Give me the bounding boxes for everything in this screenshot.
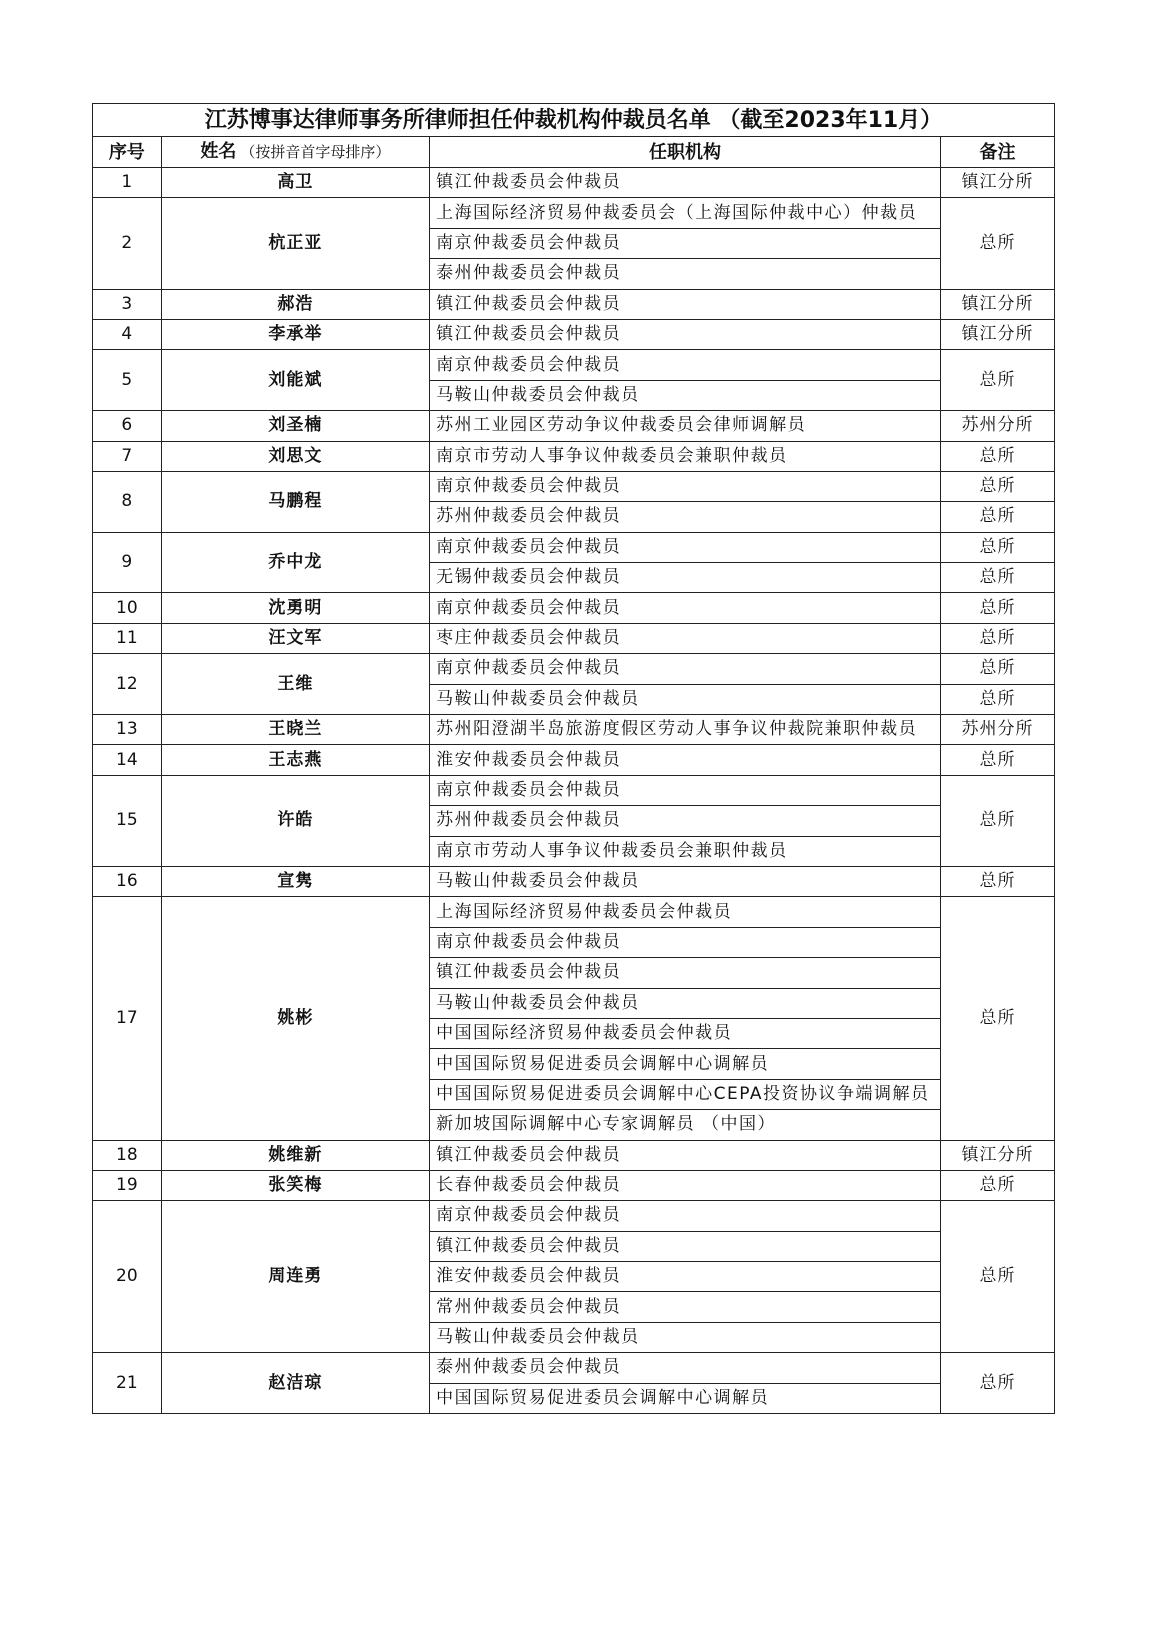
serial-number-cell: 11 bbox=[93, 623, 162, 653]
serial-number-cell: 9 bbox=[93, 532, 162, 593]
serial-number-cell: 21 bbox=[93, 1353, 162, 1414]
organization-cell: 无锡仲裁委员会仲裁员 bbox=[430, 563, 941, 593]
table-row bbox=[93, 168, 1055, 198]
remark-cell: 镇江分所 bbox=[940, 1140, 1054, 1170]
organization-cell: 新加坡国际调解中心专家调解员 （中国） bbox=[430, 1110, 941, 1140]
table-row bbox=[93, 198, 1055, 228]
table-row bbox=[93, 593, 1055, 623]
remark-cell: 总所 bbox=[940, 563, 1054, 593]
organization-cell: 泰州仲裁委员会仲裁员 bbox=[430, 259, 941, 289]
organization-cell: 南京仲裁委员会仲裁员 bbox=[430, 775, 941, 805]
lawyer-name-cell: 王志燕 bbox=[161, 745, 430, 775]
organization-cell: 镇江仲裁委员会仲裁员 bbox=[430, 1140, 941, 1170]
remark-cell: 镇江分所 bbox=[940, 168, 1054, 198]
organization-cell: 长春仲裁委员会仲裁员 bbox=[430, 1170, 941, 1200]
organization-cell: 南京市劳动人事争议仲裁委员会兼职仲裁员 bbox=[430, 441, 941, 471]
lawyer-name-cell: 许皓 bbox=[161, 775, 430, 866]
table-row bbox=[93, 289, 1055, 319]
serial-number-cell: 15 bbox=[93, 775, 162, 866]
lawyer-name-cell: 郝浩 bbox=[161, 289, 430, 319]
table-row bbox=[93, 897, 1055, 927]
lawyer-name-cell: 赵洁琼 bbox=[161, 1353, 430, 1414]
serial-number-cell: 4 bbox=[93, 319, 162, 349]
remark-cell: 总所 bbox=[940, 471, 1054, 501]
lawyer-name-cell: 李承举 bbox=[161, 319, 430, 349]
serial-number-cell: 1 bbox=[93, 168, 162, 198]
remark-cell: 苏州分所 bbox=[940, 715, 1054, 745]
table-row bbox=[93, 866, 1055, 896]
table-row bbox=[93, 319, 1055, 349]
lawyer-name-cell: 王晓兰 bbox=[161, 715, 430, 745]
organization-cell: 枣庄仲裁委员会仲裁员 bbox=[430, 623, 941, 653]
table-row bbox=[93, 775, 1055, 805]
remark-cell: 总所 bbox=[940, 1201, 1054, 1353]
table-row bbox=[93, 745, 1055, 775]
table-row bbox=[93, 411, 1055, 441]
lawyer-name-cell: 宣隽 bbox=[161, 866, 430, 896]
organization-cell: 南京仲裁委员会仲裁员 bbox=[430, 532, 941, 562]
organization-cell: 中国国际贸易促进委员会调解中心调解员 bbox=[430, 1049, 941, 1079]
organization-cell: 上海国际经济贸易仲裁委员会（上海国际仲裁中心）仲裁员 bbox=[430, 198, 941, 228]
serial-number-cell: 12 bbox=[93, 654, 162, 715]
organization-cell: 苏州工业园区劳动争议仲裁委员会律师调解员 bbox=[430, 411, 941, 441]
serial-number-cell: 7 bbox=[93, 441, 162, 471]
table-row bbox=[93, 623, 1055, 653]
serial-number-cell: 5 bbox=[93, 350, 162, 411]
table-row bbox=[93, 441, 1055, 471]
lawyer-name-cell: 刘圣楠 bbox=[161, 411, 430, 441]
header-organization: 任职机构 bbox=[430, 137, 941, 168]
remark-cell: 总所 bbox=[940, 654, 1054, 684]
organization-cell: 南京仲裁委员会仲裁员 bbox=[430, 350, 941, 380]
table-row bbox=[93, 532, 1055, 562]
serial-number-cell: 3 bbox=[93, 289, 162, 319]
lawyer-name-cell: 乔中龙 bbox=[161, 532, 430, 593]
organization-cell: 苏州仲裁委员会仲裁员 bbox=[430, 806, 941, 836]
header-row bbox=[93, 137, 1055, 168]
lawyer-name-cell: 王维 bbox=[161, 654, 430, 715]
lawyer-name-cell: 张笑梅 bbox=[161, 1170, 430, 1200]
remark-cell: 镇江分所 bbox=[940, 289, 1054, 319]
remark-cell: 苏州分所 bbox=[940, 411, 1054, 441]
organization-cell: 南京仲裁委员会仲裁员 bbox=[430, 654, 941, 684]
organization-cell: 南京市劳动人事争议仲裁委员会兼职仲裁员 bbox=[430, 836, 941, 866]
organization-cell: 南京仲裁委员会仲裁员 bbox=[430, 471, 941, 501]
organization-cell: 苏州仲裁委员会仲裁员 bbox=[430, 502, 941, 532]
serial-number-cell: 13 bbox=[93, 715, 162, 745]
document-title: 江苏博事达律师事务所律师担任仲裁机构仲裁员名单 （截至2023年11月） bbox=[93, 104, 1055, 137]
remark-cell: 总所 bbox=[940, 198, 1054, 289]
lawyer-name-cell: 周连勇 bbox=[161, 1201, 430, 1353]
lawyer-name-cell: 高卫 bbox=[161, 168, 430, 198]
lawyer-name-cell: 姚彬 bbox=[161, 897, 430, 1140]
serial-number-cell: 8 bbox=[93, 471, 162, 532]
organization-cell: 淮安仲裁委员会仲裁员 bbox=[430, 1262, 941, 1292]
organization-cell: 马鞍山仲裁委员会仲裁员 bbox=[430, 1322, 941, 1352]
organization-cell: 南京仲裁委员会仲裁员 bbox=[430, 593, 941, 623]
lawyer-name-cell: 马鹏程 bbox=[161, 471, 430, 532]
organization-cell: 中国国际贸易促进委员会调解中心调解员 bbox=[430, 1383, 941, 1413]
organization-cell: 苏州阳澄湖半岛旅游度假区劳动人事争议仲裁院兼职仲裁员 bbox=[430, 715, 941, 745]
arbitrator-list-table bbox=[92, 103, 1055, 1414]
organization-cell: 南京仲裁委员会仲裁员 bbox=[430, 1201, 941, 1231]
remark-cell: 总所 bbox=[940, 745, 1054, 775]
header-serial-number: 序号 bbox=[93, 137, 162, 168]
organization-cell: 南京仲裁委员会仲裁员 bbox=[430, 228, 941, 258]
header-remark: 备注 bbox=[940, 137, 1054, 168]
remark-cell: 总所 bbox=[940, 532, 1054, 562]
organization-cell: 镇江仲裁委员会仲裁员 bbox=[430, 289, 941, 319]
organization-cell: 镇江仲裁委员会仲裁员 bbox=[430, 168, 941, 198]
serial-number-cell: 14 bbox=[93, 745, 162, 775]
table-row bbox=[93, 1201, 1055, 1231]
remark-cell: 总所 bbox=[940, 1353, 1054, 1414]
remark-cell: 总所 bbox=[940, 684, 1054, 714]
lawyer-name-cell: 杭正亚 bbox=[161, 198, 430, 289]
header-name-label: 姓名 bbox=[200, 141, 237, 162]
remark-cell: 总所 bbox=[940, 866, 1054, 896]
table-row bbox=[93, 1140, 1055, 1170]
lawyer-name-cell: 沈勇明 bbox=[161, 593, 430, 623]
lawyer-name-cell: 姚维新 bbox=[161, 1140, 430, 1170]
table-body bbox=[93, 168, 1055, 1414]
organization-cell: 镇江仲裁委员会仲裁员 bbox=[430, 958, 941, 988]
remark-cell: 总所 bbox=[940, 350, 1054, 411]
organization-cell: 南京仲裁委员会仲裁员 bbox=[430, 927, 941, 957]
serial-number-cell: 20 bbox=[93, 1201, 162, 1353]
lawyer-name-cell: 刘思文 bbox=[161, 441, 430, 471]
lawyer-name-cell: 汪文军 bbox=[161, 623, 430, 653]
header-name-sort-note: （按拼音首字母排序） bbox=[240, 143, 391, 161]
organization-cell: 中国国际经济贸易仲裁委员会仲裁员 bbox=[430, 1018, 941, 1048]
lawyer-name-cell: 刘能斌 bbox=[161, 350, 430, 411]
organization-cell: 泰州仲裁委员会仲裁员 bbox=[430, 1353, 941, 1383]
organization-cell: 马鞍山仲裁委员会仲裁员 bbox=[430, 380, 941, 410]
table-row bbox=[93, 715, 1055, 745]
remark-cell: 总所 bbox=[940, 775, 1054, 866]
remark-cell: 总所 bbox=[940, 593, 1054, 623]
organization-cell: 淮安仲裁委员会仲裁员 bbox=[430, 745, 941, 775]
organization-cell: 中国国际贸易促进委员会调解中心CEPA投资协议争端调解员 bbox=[430, 1079, 941, 1109]
serial-number-cell: 10 bbox=[93, 593, 162, 623]
organization-cell: 马鞍山仲裁委员会仲裁员 bbox=[430, 988, 941, 1018]
table-row bbox=[93, 1353, 1055, 1383]
serial-number-cell: 16 bbox=[93, 866, 162, 896]
remark-cell: 总所 bbox=[940, 897, 1054, 1140]
title-row bbox=[93, 104, 1055, 137]
table-row bbox=[93, 350, 1055, 380]
organization-cell: 镇江仲裁委员会仲裁员 bbox=[430, 319, 941, 349]
organization-cell: 马鞍山仲裁委员会仲裁员 bbox=[430, 866, 941, 896]
remark-cell: 总所 bbox=[940, 502, 1054, 532]
serial-number-cell: 17 bbox=[93, 897, 162, 1140]
organization-cell: 马鞍山仲裁委员会仲裁员 bbox=[430, 684, 941, 714]
organization-cell: 常州仲裁委员会仲裁员 bbox=[430, 1292, 941, 1322]
remark-cell: 总所 bbox=[940, 1170, 1054, 1200]
organization-cell: 上海国际经济贸易仲裁委员会仲裁员 bbox=[430, 897, 941, 927]
remark-cell: 镇江分所 bbox=[940, 319, 1054, 349]
remark-cell: 总所 bbox=[940, 623, 1054, 653]
table-row bbox=[93, 1170, 1055, 1200]
table-row bbox=[93, 471, 1055, 501]
organization-cell: 镇江仲裁委员会仲裁员 bbox=[430, 1231, 941, 1261]
serial-number-cell: 18 bbox=[93, 1140, 162, 1170]
serial-number-cell: 2 bbox=[93, 198, 162, 289]
remark-cell: 总所 bbox=[940, 441, 1054, 471]
serial-number-cell: 6 bbox=[93, 411, 162, 441]
serial-number-cell: 19 bbox=[93, 1170, 162, 1200]
header-name bbox=[161, 137, 430, 168]
table-row bbox=[93, 654, 1055, 684]
